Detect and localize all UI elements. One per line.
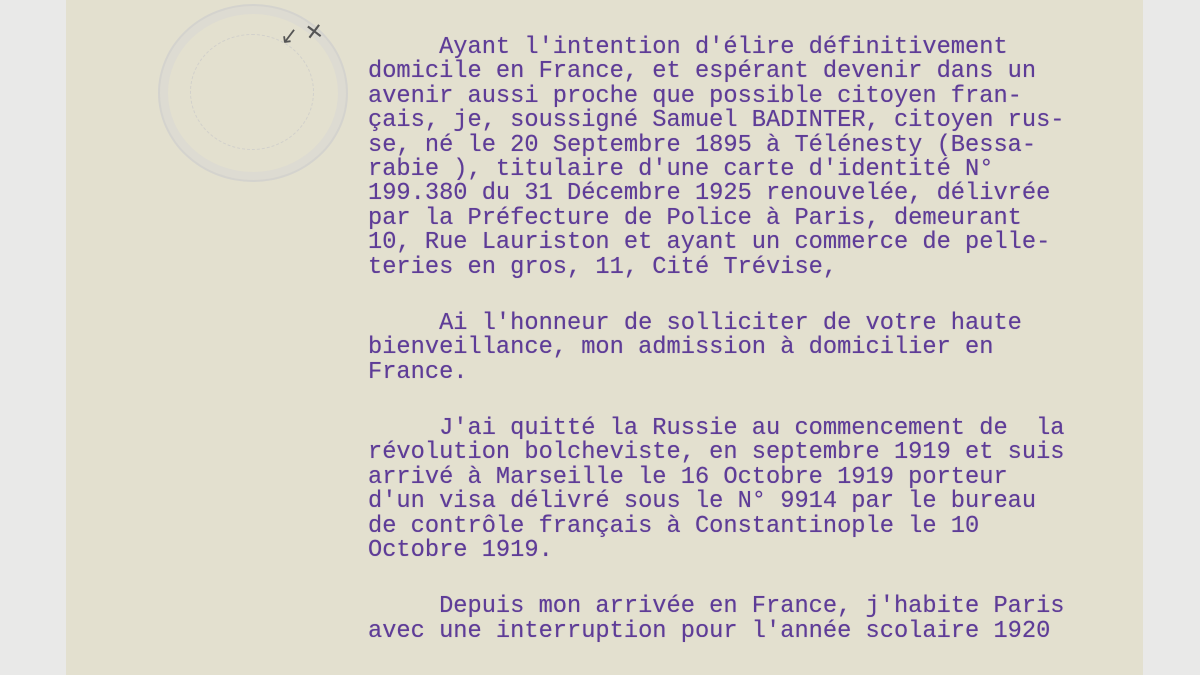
- text-line: avec une interruption pour l'année scolaire 1920: [368, 617, 1051, 645]
- text-line: révolution bolcheviste, en septembre 1919 et suis: [368, 439, 1065, 467]
- letter-paragraph: [368, 309, 1143, 386]
- text-line: de contrôle français à Constantinople le 10: [368, 512, 980, 540]
- text-line: par la Préfecture de Police à Paris, demeurant: [368, 204, 1022, 232]
- scan-margin-right: [1143, 0, 1200, 675]
- text-line: çais, je, soussigné Samuel BADINTER, citoyen rus-: [368, 107, 1065, 135]
- text-line: Ayant l'intention d'élire définitivement: [368, 34, 1008, 61]
- letter-paragraph: [368, 595, 1143, 644]
- seal-inner-ring: [190, 34, 314, 150]
- text-line: 199.380 du 31 Décembre 1925 renouvelée, délivrée: [368, 180, 1051, 208]
- text-line: se, né le 20 Septembre 1895 à Télénesty (Bessa-: [368, 131, 1037, 159]
- text-line: bienveillance, mon admission à domicilier en: [368, 334, 994, 362]
- document-page: [66, 0, 1143, 675]
- text-line: Octobre 1919.: [368, 537, 553, 565]
- scan-margin-left: [0, 0, 66, 675]
- text-line: Ai l'honneur de solliciter de votre haute: [368, 309, 1022, 337]
- text-line: avenir aussi proche que possible citoyen fran-: [368, 82, 1022, 110]
- text-line: d'un visa délivré sous le N° 9914 par le bureau: [368, 488, 1037, 516]
- letter-paragraph: [368, 36, 1143, 280]
- text-line: Depuis mon arrivée en France, j'habite Paris: [368, 593, 1065, 621]
- letter-paragraph: [368, 417, 1143, 563]
- pencil-mark-icon: ↙ ✕: [278, 19, 326, 50]
- text-line: J'ai quitté la Russie au commencement de la: [368, 415, 1065, 443]
- text-line: arrivé à Marseille le 16 Octobre 1919 porteur: [368, 463, 1008, 491]
- text-line: 10, Rue Lauriston et ayant un commerce de pelle-: [368, 229, 1051, 257]
- text-line: France.: [368, 358, 468, 386]
- text-line: teries en gros, 11, Cité Trévise,: [368, 253, 838, 281]
- text-line: domicile en France, et espérant devenir dans un: [368, 58, 1037, 86]
- text-line: rabie ), titulaire d'une carte d'identité N°: [368, 155, 994, 183]
- letter-body: [368, 36, 1143, 675]
